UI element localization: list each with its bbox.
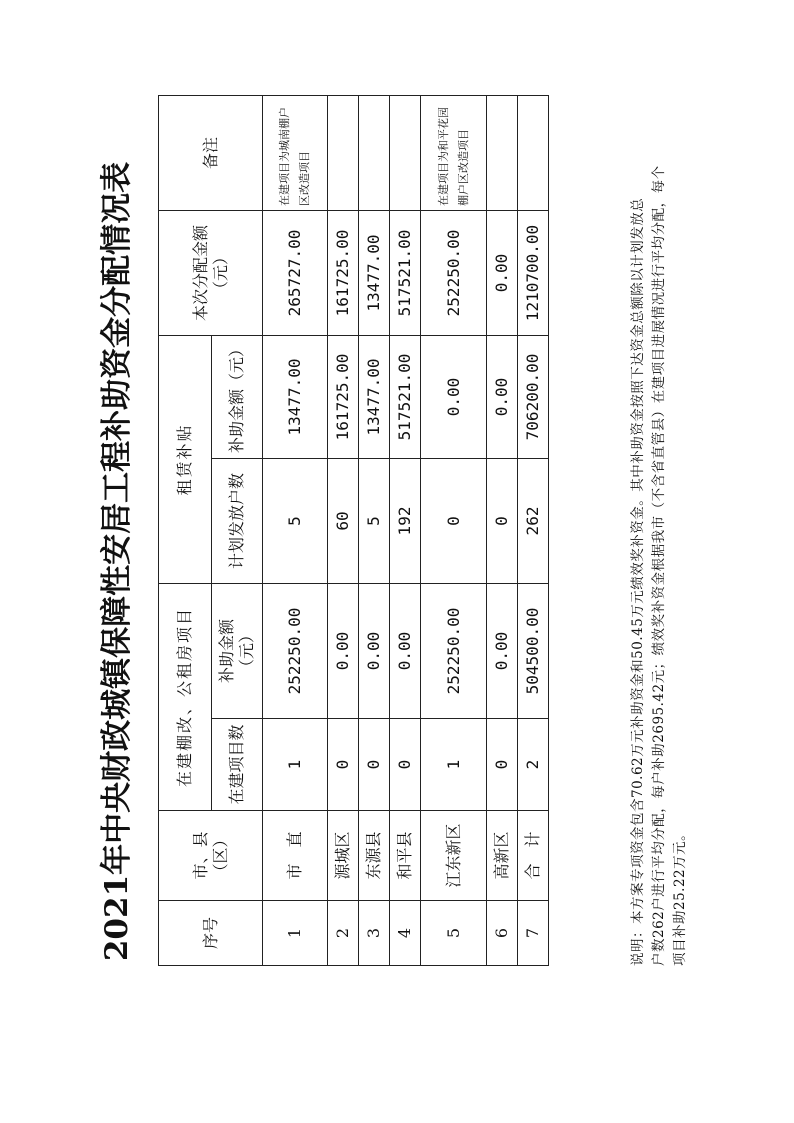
cell-remarks: 在建项目为和平花园棚户区改造项目	[421, 95, 487, 210]
cell-region: 高新区	[487, 811, 518, 901]
cell-households: 192	[390, 458, 421, 583]
table-row	[390, 95, 421, 965]
cell-seq: 1	[263, 901, 328, 966]
cell-rent-subsidy: 161725.00	[328, 335, 359, 458]
cell-rent-subsidy: 0.00	[421, 335, 487, 458]
cell-build-subsidy: 252250.00	[421, 583, 487, 718]
cell-projects: 1	[421, 719, 487, 811]
note-line: 项目补助25.22万元。	[672, 826, 688, 966]
cell-allocation: 161725.00	[328, 210, 359, 335]
cell-region: 合 计	[518, 811, 549, 901]
note-line: 说明：本方案专项资金包含70.62万元补助资金和50.45万元绩效奖补资金。其中补助资金按照下达资金总额除以计划发放总	[630, 197, 646, 966]
header-group-rent: 租赁补贴	[159, 335, 212, 583]
cell-households: 5	[263, 458, 328, 583]
cell-allocation: 1210700.00	[518, 210, 549, 335]
cell-rent-subsidy: 0.00	[487, 335, 518, 458]
table-row	[328, 95, 359, 965]
table-row-total	[518, 95, 549, 965]
allocation-table	[158, 95, 549, 966]
header-rent-subsidy: 补助金额（元）	[212, 335, 263, 458]
cell-projects: 0	[390, 719, 421, 811]
table-row	[359, 95, 390, 965]
header-projects: 在建项目数	[212, 719, 263, 811]
cell-region: 和平县	[390, 811, 421, 901]
table-row	[421, 95, 487, 965]
cell-rent-subsidy: 13477.00	[263, 335, 328, 458]
cell-rent-subsidy: 706200.00	[518, 335, 549, 458]
cell-region: 源城区	[328, 811, 359, 901]
cell-build-subsidy: 0.00	[328, 583, 359, 718]
footnotes	[628, 86, 691, 966]
cell-households: 262	[518, 458, 549, 583]
cell-households: 60	[328, 458, 359, 583]
cell-seq: 6	[487, 901, 518, 966]
cell-seq: 2	[328, 901, 359, 966]
header-region: 市、县 （区）	[159, 811, 263, 901]
cell-remarks	[518, 95, 549, 210]
cell-households: 5	[359, 458, 390, 583]
cell-rent-subsidy: 517521.00	[390, 335, 421, 458]
cell-projects: 1	[263, 719, 328, 811]
cell-projects: 2	[518, 719, 549, 811]
cell-remarks: 在建项目为城南棚户区改造项目	[263, 95, 328, 210]
cell-build-subsidy: 252250.00	[263, 583, 328, 718]
header-build-subsidy: 补助金额 （元）	[212, 583, 263, 718]
cell-allocation: 265727.00	[263, 210, 328, 335]
cell-allocation: 252250.00	[421, 210, 487, 335]
cell-seq: 3	[359, 901, 390, 966]
page-title: 2021年中央财政城镇保障性安居工程补助资金分配情况表	[99, 161, 135, 962]
table-row	[263, 95, 328, 965]
header-allocation: 本次分配金额 （元）	[159, 210, 263, 335]
cell-rent-subsidy: 13477.00	[359, 335, 390, 458]
cell-projects: 0	[359, 719, 390, 811]
cell-remarks	[359, 95, 390, 210]
cell-region: 东源县	[359, 811, 390, 901]
table-row	[487, 95, 518, 965]
cell-households: 0	[421, 458, 487, 583]
note-line: 户数262户进行平均分配，每户补助2695.42元；绩效奖补资金根据我市（不含省直管县）在建项目进展情况进行平均分配，每个	[651, 165, 667, 966]
cell-projects: 0	[487, 719, 518, 811]
cell-remarks	[328, 95, 359, 210]
cell-seq: 5	[421, 901, 487, 966]
header-row-1	[159, 95, 212, 965]
cell-build-subsidy: 504500.00	[518, 583, 549, 718]
cell-build-subsidy: 0.00	[487, 583, 518, 718]
header-remarks: 备注	[159, 95, 263, 210]
cell-region: 江东新区	[421, 811, 487, 901]
cell-allocation: 517521.00	[390, 210, 421, 335]
cell-build-subsidy: 0.00	[390, 583, 421, 718]
cell-seq: 4	[390, 901, 421, 966]
header-seq: 序号	[159, 901, 263, 966]
cell-projects: 0	[328, 719, 359, 811]
cell-allocation: 0.00	[487, 210, 518, 335]
cell-build-subsidy: 0.00	[359, 583, 390, 718]
cell-households: 0	[487, 458, 518, 583]
cell-allocation: 13477.00	[359, 210, 390, 335]
cell-seq: 7	[518, 901, 549, 966]
cell-remarks	[390, 95, 421, 210]
header-households: 计划发放户数	[212, 458, 263, 583]
header-group-build: 在建棚改、公租房项目	[159, 583, 212, 810]
cell-region: 市 直	[263, 811, 328, 901]
cell-remarks	[487, 95, 518, 210]
